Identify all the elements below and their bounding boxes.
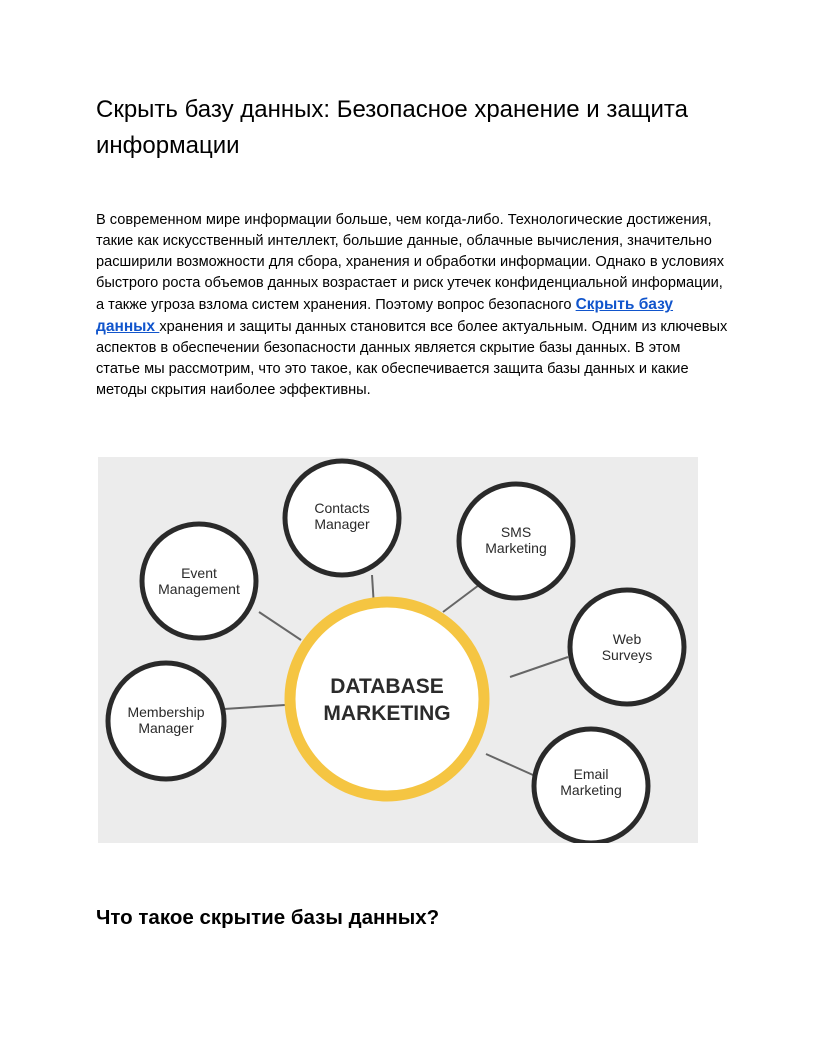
node-membership-line2: Manager [138, 720, 194, 736]
center-label-line1: DATABASE [330, 675, 444, 698]
page-title: Скрыть базу данных: Безопасное хранение и защита информации [96, 96, 688, 159]
intro-text-part1: В современном мире информации больше, чем когда-либо. Технологические достижения, такие как искусственный интеллект, большие данные, облачные вычисления, значительно расширили возможности для сбора, хранения и обработки информации. Однако в условиях быстрого роста объемов данных возрастает и риск утечек конфиденциальной информации, а также угроза взлома систем хранения. Поэтому вопрос безопасного [96, 212, 724, 313]
database-marketing-diagram [98, 457, 698, 843]
center-circle [290, 602, 484, 796]
diagram-svg [98, 457, 698, 843]
node-web-line1: Web [612, 631, 642, 647]
center-label-line2: MARKETING [323, 702, 451, 725]
node-event-line1: Event [181, 565, 217, 581]
node-email-line1: Email [573, 766, 609, 782]
intro-paragraph [96, 210, 728, 401]
node-event-line2: Management [158, 581, 240, 597]
hide-database-link[interactable]: Скрыть базу данных [96, 296, 674, 335]
section-heading: Что такое скрытие базы данных? [96, 906, 440, 929]
intro-text-part2: хранения и защиты данных становится все более актуальным. Одним из ключевых аспектов в обеспечении безопасности данных является скрытие базы данных. В этом статье мы рассмотрим, что это такое, как обеспечивается защита базы данных и какие методы скрытия наиболее эффективны. [96, 319, 728, 398]
node-email-line2: Marketing [560, 782, 622, 798]
node-contacts-line1: Contacts [314, 500, 370, 516]
node-sms-line2: Marketing [485, 540, 547, 556]
node-sms-line1: SMS [500, 524, 532, 540]
node-contacts-line2: Manager [314, 516, 370, 532]
node-membership-line1: Membership [127, 704, 205, 720]
node-web-line2: Surveys [601, 647, 653, 663]
